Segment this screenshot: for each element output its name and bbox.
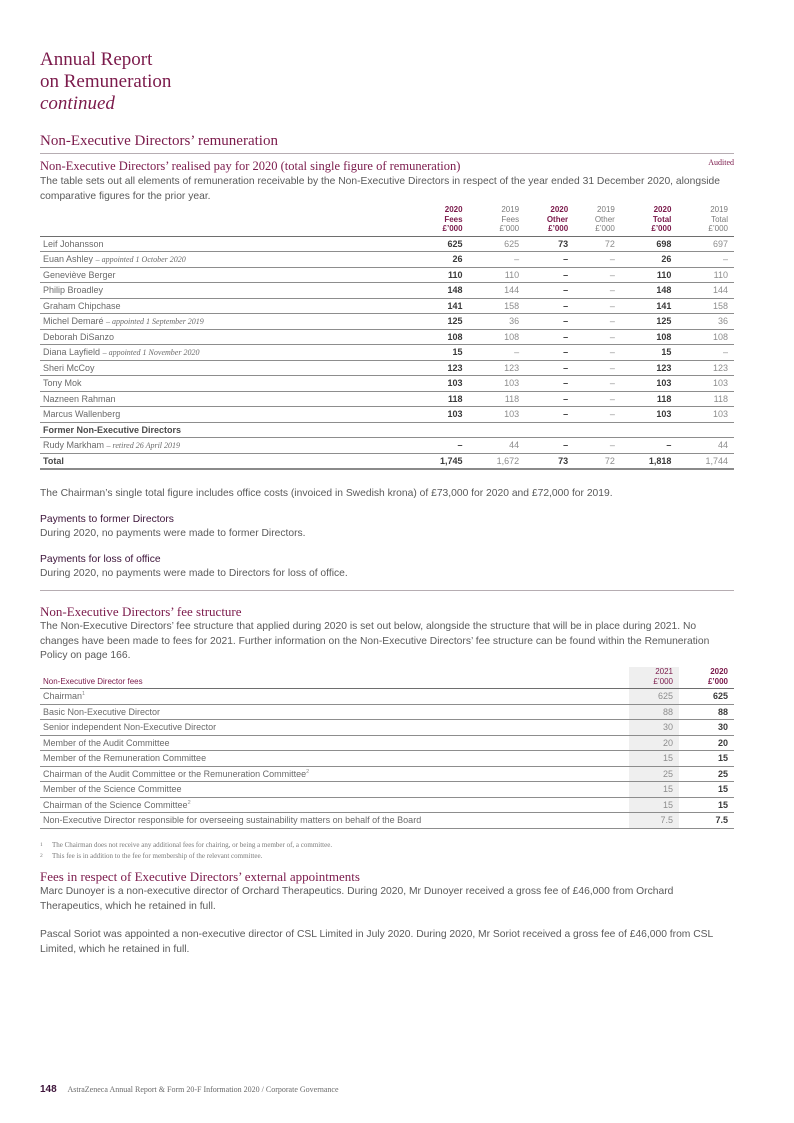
divider xyxy=(40,590,734,591)
fee-2020-cell: 20 xyxy=(679,735,734,751)
col-2020-other: 2020 Other £’000 xyxy=(546,205,569,233)
value-cell: 108 xyxy=(677,329,734,345)
col-2019-total: 2019 Total £’000 xyxy=(708,205,728,233)
ned-fee-structure-table xyxy=(40,667,734,829)
group-header-row xyxy=(40,422,734,438)
appointment-note: – appointed 1 November 2020 xyxy=(102,348,200,358)
value-cell: 697 xyxy=(677,236,734,252)
value-cell: – xyxy=(574,391,621,407)
value-cell: 44 xyxy=(677,438,734,454)
value-cell: – xyxy=(412,438,469,454)
appointment-note: – appointed 1 October 2020 xyxy=(95,255,186,265)
value-cell: 123 xyxy=(412,360,469,376)
fee-2020-cell: 7.5 xyxy=(679,813,734,829)
col-2021: 2021 £’000 xyxy=(629,667,679,689)
value-cell: – xyxy=(621,438,678,454)
total-value-cell: 1,745 xyxy=(412,453,469,469)
former-directors-label: Former Non-Executive Directors xyxy=(40,422,734,438)
fee-role-label: Basic Non-Executive Director xyxy=(40,704,629,720)
table-row xyxy=(40,766,734,782)
value-cell: – xyxy=(525,267,574,283)
value-cell: – xyxy=(574,329,621,345)
value-cell: – xyxy=(574,283,621,299)
fee-role-label: Chairman of the Science Committee$^2$ xyxy=(40,797,629,813)
table-row xyxy=(40,751,734,767)
value-cell: – xyxy=(574,252,621,268)
fee-role-label: Senior independent Non-Executive Director xyxy=(40,720,629,736)
value-cell: – xyxy=(525,438,574,454)
value-cell: 118 xyxy=(469,391,526,407)
fee-role-label: Member of the Audit Committee xyxy=(40,735,629,751)
value-cell: 125 xyxy=(621,314,678,330)
fee-2020-cell: 25 xyxy=(679,766,734,782)
table-row xyxy=(40,298,734,314)
value-cell: 110 xyxy=(412,267,469,283)
value-cell: 103 xyxy=(677,407,734,423)
table-row xyxy=(40,782,734,798)
total-value-cell: 1,744 xyxy=(677,453,734,469)
fee-role-label: Non-Executive Director responsible for overseeing sustainability matters on behalf of the Board xyxy=(40,813,629,829)
col-2019-fees: 2019 Fees £’000 xyxy=(499,205,520,233)
director-name: Geneviève Berger xyxy=(40,267,412,283)
table-row xyxy=(40,360,734,376)
value-cell: – xyxy=(469,345,526,361)
value-cell: – xyxy=(574,438,621,454)
value-cell: – xyxy=(525,345,574,361)
value-cell: 144 xyxy=(677,283,734,299)
value-cell: 36 xyxy=(469,314,526,330)
value-cell: – xyxy=(525,376,574,392)
footnote-ref: 2 xyxy=(306,768,310,775)
director-name: Euan Ashley – appointed 1 October 2020 xyxy=(40,252,412,268)
value-cell: 108 xyxy=(621,329,678,345)
title-continued: continued xyxy=(40,93,115,114)
fee-2021-cell: 15 xyxy=(629,782,679,798)
value-cell: 15 xyxy=(621,345,678,361)
col-2019-other: 2019 Other £’000 xyxy=(594,205,615,233)
fee-2020-cell: 30 xyxy=(679,720,734,736)
table-row xyxy=(40,267,734,283)
fee-2021-cell: 20 xyxy=(629,735,679,751)
table-row xyxy=(40,438,734,454)
table-row xyxy=(40,407,734,423)
table-row xyxy=(40,735,734,751)
value-cell: – xyxy=(574,298,621,314)
divider xyxy=(40,153,734,154)
value-cell: – xyxy=(525,391,574,407)
value-cell: 141 xyxy=(412,298,469,314)
value-cell: – xyxy=(525,360,574,376)
value-cell: 103 xyxy=(412,407,469,423)
value-cell: 148 xyxy=(621,283,678,299)
payments-former-directors-text: During 2020, no payments were made to former Directors. xyxy=(40,528,306,539)
col-2020-fees: 2020 Fees £’000 xyxy=(442,205,463,233)
subheading-realised-pay: Non-Executive Directors’ realised pay for 2020 (total single figure of remuneration) xyxy=(40,159,461,173)
appointment-note: – retired 26 April 2019 xyxy=(106,441,181,451)
footnote-ref: 2 xyxy=(187,799,191,806)
table-row xyxy=(40,704,734,720)
col-2020: 2020 £’000 xyxy=(707,667,728,686)
director-name: Leif Johansson xyxy=(40,236,412,252)
external-appointment-soriot: Pascal Soriot was appointed a non-executive director of CSL Limited in July 2020. During 2020, Mr Soriot received a gross fee of £46,000 from CSL Limited, which he retained in full. xyxy=(40,929,713,955)
value-cell: 108 xyxy=(469,329,526,345)
fee-2020-cell: 15 xyxy=(679,751,734,767)
fee-role-label: Chairman of the Audit Committee or the Remuneration Committee$^2$ xyxy=(40,766,629,782)
value-cell: – xyxy=(677,345,734,361)
director-name: Michel Demaré – appointed 1 September 2019 xyxy=(40,314,412,330)
footnotes xyxy=(40,840,332,862)
value-cell: 103 xyxy=(469,407,526,423)
director-name: Rudy Markham – retired 26 April 2019 xyxy=(40,438,412,454)
value-cell: 118 xyxy=(677,391,734,407)
value-cell: 15 xyxy=(412,345,469,361)
loss-of-office-text: During 2020, no payments were made to Directors for loss of office. xyxy=(40,568,348,579)
value-cell: 698 xyxy=(621,236,678,252)
fee-role-label: Member of the Science Committee xyxy=(40,782,629,798)
value-cell: 123 xyxy=(677,360,734,376)
value-cell: 118 xyxy=(621,391,678,407)
value-cell: – xyxy=(525,314,574,330)
director-name: Marcus Wallenberg xyxy=(40,407,412,423)
fee-2020-cell: 625 xyxy=(679,689,734,705)
value-cell: 103 xyxy=(412,376,469,392)
fee-2021-cell: 30 xyxy=(629,720,679,736)
fee-role-label: Chairman$^1$ xyxy=(40,689,629,705)
table-header-row xyxy=(40,205,734,236)
value-cell: 103 xyxy=(677,376,734,392)
chairman-office-cost-note: The Chairman’s single total figure includes office costs (invoiced in Swedish krona) of £73,000 for 2020 and £72,000 for 2019. xyxy=(40,488,613,499)
director-name: Deborah DiSanzo xyxy=(40,329,412,345)
value-cell: 110 xyxy=(677,267,734,283)
value-cell: – xyxy=(574,376,621,392)
ned-remuneration-table xyxy=(40,205,734,470)
fee-2021-cell: 25 xyxy=(629,766,679,782)
fees-label-header: Non-Executive Director fees xyxy=(43,676,143,686)
table-row xyxy=(40,283,734,299)
value-cell: – xyxy=(525,283,574,299)
value-cell: 110 xyxy=(621,267,678,283)
value-cell: 158 xyxy=(469,298,526,314)
fee-2021-cell: 88 xyxy=(629,704,679,720)
name-column-header xyxy=(40,205,412,236)
value-cell: 125 xyxy=(412,314,469,330)
value-cell: 103 xyxy=(621,376,678,392)
value-cell: 141 xyxy=(621,298,678,314)
value-cell: – xyxy=(525,329,574,345)
footnote-ref: 1 xyxy=(82,691,86,698)
fee-2020-cell: 15 xyxy=(679,782,734,798)
fee-2021-cell: 625 xyxy=(629,689,679,705)
value-cell: – xyxy=(574,267,621,283)
value-cell: – xyxy=(677,252,734,268)
appointment-note: – appointed 1 September 2019 xyxy=(106,317,204,327)
director-name: Nazneen Rahman xyxy=(40,391,412,407)
total-value-cell: 1,818 xyxy=(621,453,678,469)
payments-former-directors-heading: Payments to former Directors xyxy=(40,514,174,525)
value-cell: – xyxy=(525,298,574,314)
table1-intro: The table sets out all elements of remuneration receivable by the Non-Executive Directors in respect of the year ended 31 December 2020, alongside comparative figures for the prior year. xyxy=(40,176,720,202)
table-row xyxy=(40,314,734,330)
table-row xyxy=(40,345,734,361)
table-row xyxy=(40,376,734,392)
value-cell: 108 xyxy=(412,329,469,345)
footer-text: AstraZeneca Annual Report & Form 20-F Information 2020 / Corporate Governance xyxy=(67,1085,339,1094)
value-cell: – xyxy=(525,252,574,268)
table-row xyxy=(40,391,734,407)
value-cell: 44 xyxy=(469,438,526,454)
value-cell: 103 xyxy=(469,376,526,392)
value-cell: 123 xyxy=(621,360,678,376)
director-name: Graham Chipchase xyxy=(40,298,412,314)
value-cell: 118 xyxy=(412,391,469,407)
table-row xyxy=(40,236,734,252)
footnote-1: 1 The Chairman does not receive any additional fees for chairing, or being a member of, a committee. xyxy=(40,841,333,849)
fee-role-label: Member of the Remuneration Committee xyxy=(40,751,629,767)
value-cell: 72 xyxy=(574,236,621,252)
table-row xyxy=(40,797,734,813)
value-cell: 36 xyxy=(677,314,734,330)
total-value-cell: 72 xyxy=(574,453,621,469)
page-title xyxy=(40,49,171,115)
value-cell: 123 xyxy=(469,360,526,376)
table-row xyxy=(40,813,734,829)
fee-structure-intro: The Non-Executive Directors’ fee structure that applied during 2020 is set out below, alongside the structure that will be in place during 2021. No changes have been made to fees for 2021. Further information on the Non-Executive Directors’ fee structure can be found within the Remuneration Policy on page 166. xyxy=(40,621,710,661)
director-name: Philip Broadley xyxy=(40,283,412,299)
table-row xyxy=(40,720,734,736)
external-appointment-dunoyer: Marc Dunoyer is a non-executive director of Orchard Therapeutics. During 2020, Mr Dunoyer received a gross fee of £46,000 from Orchard Therapeutics, which he retained in full. xyxy=(40,886,674,912)
director-name: Diana Layfield – appointed 1 November 2020 xyxy=(40,345,412,361)
value-cell: 26 xyxy=(621,252,678,268)
value-cell: 148 xyxy=(412,283,469,299)
page-footer xyxy=(40,1084,339,1095)
value-cell: 103 xyxy=(621,407,678,423)
value-cell: 110 xyxy=(469,267,526,283)
value-cell: – xyxy=(469,252,526,268)
total-value-cell: 1,672 xyxy=(469,453,526,469)
total-label: Total xyxy=(40,453,412,469)
loss-of-office-heading: Payments for loss of office xyxy=(40,554,161,565)
value-cell: – xyxy=(574,407,621,423)
value-cell: – xyxy=(574,360,621,376)
value-cell: – xyxy=(574,345,621,361)
director-name: Sheri McCoy xyxy=(40,360,412,376)
value-cell: 73 xyxy=(525,236,574,252)
fee-2021-cell: 7.5 xyxy=(629,813,679,829)
director-name: Tony Mok xyxy=(40,376,412,392)
section-heading-ned-remuneration: Non-Executive Directors’ remuneration xyxy=(40,133,278,149)
value-cell: 625 xyxy=(412,236,469,252)
audited-label: Audited xyxy=(708,158,734,167)
page-number: 148 xyxy=(40,1084,57,1095)
table-row xyxy=(40,252,734,268)
table-row xyxy=(40,689,734,705)
table-header-row xyxy=(40,667,734,689)
fee-2021-cell: 15 xyxy=(629,751,679,767)
fee-2020-cell: 15 xyxy=(679,797,734,813)
total-row xyxy=(40,453,734,469)
value-cell: 158 xyxy=(677,298,734,314)
table-row xyxy=(40,329,734,345)
value-cell: – xyxy=(574,314,621,330)
col-2020-total: 2020 Total £’000 xyxy=(651,205,672,233)
section-heading-external-appointments: Fees in respect of Executive Directors’ external appointments xyxy=(40,869,360,884)
fee-2021-cell: 15 xyxy=(629,797,679,813)
value-cell: 144 xyxy=(469,283,526,299)
value-cell: – xyxy=(525,407,574,423)
section-heading-fee-structure: Non-Executive Directors’ fee structure xyxy=(40,604,242,619)
value-cell: 26 xyxy=(412,252,469,268)
fee-2020-cell: 88 xyxy=(679,704,734,720)
title-line-1: Annual Report xyxy=(40,49,153,70)
value-cell: 625 xyxy=(469,236,526,252)
footnote-2: 2 This fee is in addition to the fee for membership of the relevant committee. xyxy=(40,852,263,860)
title-line-2: on Remuneration xyxy=(40,71,172,92)
total-value-cell: 73 xyxy=(525,453,574,469)
